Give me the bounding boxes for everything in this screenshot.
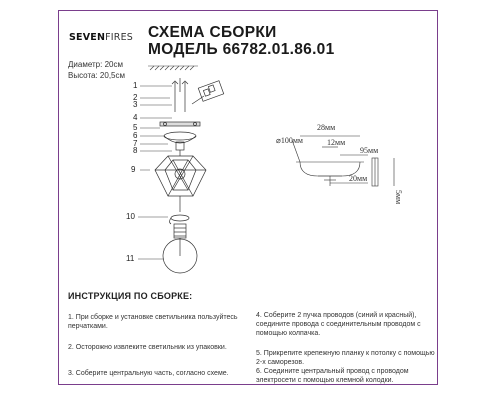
shade-frame — [155, 156, 206, 212]
instruction-step-3: 3. Соберите центральную часть, согласно схеме. — [68, 370, 229, 377]
model-title: МОДЕЛЬ 66782.01.86.01 — [148, 41, 335, 58]
part-label-2: 2 — [133, 93, 138, 102]
part-label-9: 9 — [131, 165, 136, 174]
instruction-step-6: 6. Соедините центральный провод с проводом электросети с помощью клемной колодки. — [256, 368, 409, 384]
part-label-7: 7 — [133, 139, 138, 148]
dim-diameter-100: ⌀100мм — [276, 136, 303, 145]
instruction-step-5: 5. Прикрепите крепежную планку к потолку с помощью 2-х саморезов. — [256, 350, 435, 366]
instructions-heading: ИНСТРУКЦИЯ ПО СБОРКЕ: — [68, 291, 193, 301]
spec-height: Высота: 20,5см — [68, 71, 125, 80]
dim-width-20: 20мм — [349, 174, 368, 183]
canopy-assembly — [160, 78, 224, 156]
dim-width-12: 12мм — [327, 138, 346, 147]
part-label-4: 4 — [133, 113, 138, 122]
instruction-step-4: 4. Соберите 2 пучка проводов (синий и красный), соедините провода с соединительным проводом с помощью колпачка. — [256, 312, 421, 337]
spec-diameter: Диаметр: 20см — [68, 60, 123, 69]
part-label-1: 1 — [133, 81, 138, 90]
part-label-11: 11 — [126, 254, 135, 263]
dim-height-5: 5мм — [394, 190, 403, 205]
ceiling-hatch — [148, 66, 198, 70]
brand-logo-light: FIRES — [105, 32, 134, 43]
part-label-8: 8 — [133, 146, 138, 155]
bulb-assembly — [163, 215, 197, 273]
part-label-5: 5 — [133, 123, 138, 132]
part-labels — [126, 81, 172, 263]
instruction-step-1: 1. При сборке и установке светильника пользуйтесь перчатками. — [68, 314, 238, 330]
dim-width-28: 28мм — [317, 123, 336, 132]
part-label-6: 6 — [133, 131, 138, 140]
instruction-step-2: 2. Осторожно извлеките светильник из упаковки. — [68, 344, 227, 351]
page-title: СХЕМА СБОРКИ — [148, 24, 277, 41]
part-label-3: 3 — [133, 100, 138, 109]
brand-logo-bold: SEVEN — [69, 32, 106, 43]
dim-width-95: 95мм — [360, 146, 379, 155]
part-label-10: 10 — [126, 212, 135, 221]
